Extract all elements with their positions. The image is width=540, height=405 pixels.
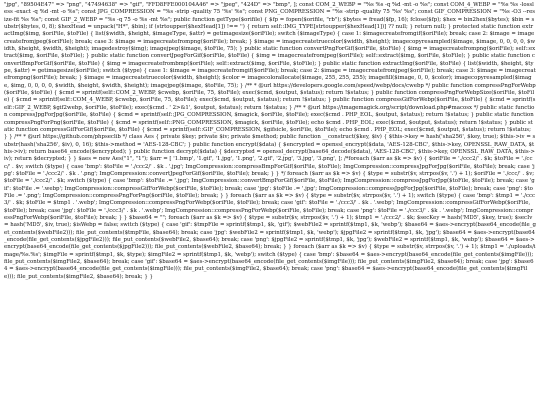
- php-source-code: "jpg", "89504E47" => "png", "47494638" => "gif", "FFD8FFE000104A46" => "jpeg", "424D" => "bmp", ]; const COM_2_WEBP = "%s %s -q %d -mt -o %s"; const COM_4_WEBP = "%s %s -lossless -exact -q %d -mt -o %s"; const JPG_COMPRESSION = "%s -strip -quality 75 '%s' %s"; const PNG_COMPRESSION = "%s -strip -quality 75 '%s' %s"; const GIF_COMPRESSION = "%s -O3 --resize-fit %s %s"; const GIF_2_WEBP = "%s -q 75 -o %s -mt %s"; public function getType($orifile) { $fp = fopen($orifile, "rb"); $bytes = fread($fp, 16); fclose($fp); $hex = bin2hex($bytes); $bin = substr($bytes, 0, 8); $hexHead = unpack("H*", $bin); if (strtoupper($hexHead[1]) !== '') { return self::IMG_TYPE[strtoupper($hexHead[1])] ?? null; } return null; } protected static function extractImg($img, $oriFile, $toFile) { list($width, $height, $imageType, $attr) = getimagesize($oriFile); switch ($imageType) { case 1: $imagecreatefromgif($oriFile); break; case 2: $image = imagecreatefromjpeg($oriFile); break; case 3: $image = imagecreatefrompng($oriFile); break; } $image = imagecreatetruecolor($width, $height); imagecopyresampled($image, $image, 0, 0, 0, 0, $width, $height, $width, $height); imagedestroy($img); imagejpeg($image, $toFile, 75); } public static function convertPngForGif($oriFile, $toFile) { $img = imagecreatefrompng($oriFile); self::extract($img, $oriFile, $toFile); } public static function convertJpegForGif($oriFile, $toFile) { $img = imagecreatefromjpeg($oriFile); self::extract($img, $oriFile, $toFile); } public static function convertBmpForGif($oriFile, $toFile) { $img = imagecreatefrombmp($oriFile); self::extract($img, $oriFile, $toFile); } public static function extractImg($oriFile, $toFile) { list($width, $height, $type, $attr) = getimagesize($oriFile); switch ($type) { case 1: $image = imagecreatefromgif($oriFile); break; case 2: $image = imagecreatefromjpeg($oriFile); break; case 3: $image = imagecreatefrompng($oriFile); break; } $image = imagecreatetruecolor($width, $height); $color = imagecolorallocate($image, 255, 255, 255); imagefill($image, 0, 0, $color); imagecopyresampled($image, $img, 0, 0, 0, 0, $width, $height, $width, $height); imagejpeg($image, $toFile, 75); } /** * @url https://developers.google.com/speed/webp/docs/cwebp */ public function compressPngForWebp($oriFile, $toFile) { $cmd = sprintf(self::COM_2_WEBP, $cwebp, $oriFile, 75, $toFile); exec($cmd, $output, $status); return !$status; } public function compressPngForWebpSize($oriFile, $toFile) { $cmd = sprintf(self::COM_4_WEBP, $cwebp, $oriFile, 75, $toFile); exec($cmd, $output, $status); return !$status; } public function compressGifForWebp($oriFile, $toFile) { $cmd = sprintf(self::GIF_2_WEBP, $gif2webp, $oriFile, $toFile); exec($cmd . ' 2>&1', $output, $status); return !$status; } /** * @url https://imagemagick.org/script/download.php#macosx */ public static function compressJpgForJpg($oriFile, $toFile) { $cmd = sprintf(self::JPG_COMPRESSION, $magick, $oriFile, $toFile); exec($cmd . PHP_EOL, $output, $status); return !$status; } public static function compressPngForPng($oriFile, $toFile) { $cmd = sprintf(self::PNG_COMPRESSION, $magick, $oriFile, $toFile); echo $cmd . PHP_EOL; exec($cmd, $output, $status); return !$status; } public static function compressGifForGif($oriFile, $toFile) { $cmd = sprintf(self::GIF_COMPRESSION, $gifsicle, $oriFile, $toFile); echo $cmd . PHP_EOL; exec($cmd, $output, $status); return !$status; } } /** * @url https://github.com/phpseclib */ class Aes { private $key; private $iv; private $method; public function __construct($key, $iv) { $this->key = hash('sha256', $key, true); $this->iv = substr(hash('sha256', $iv), 0, 16); $this->method = 'AES-128-CBC'; } public function encrypt($data) { $encrypted = openssl_encrypt($data, 'AES-128-CBC', $this->key, OPENSSL_RAW_DATA, $this->iv); return base64_encode($encrypted); } public function decrypt($data) { $decrypted = openssl_decrypt(base64_decode($data), 'AES-128-CBC', $this->key, OPENSSL_RAW_DATA, $this->iv); return $decrypted; } } $aes = new Aes("1", "1"); $arr = [ '1.bmp', '1.gif', '1.jpg', '1.png', '2.gif', '2.jpg', '3.jpg', '3.png', ]; /*foreach ($arr as $k => $v) { $oriFile = './ccc2/' . $k; $toFile = './ccc/' . $v; switch ($type) { case 'bmp': $toFile = './ccc2/' . $k . '.jpg'; ImgCompression::compressBmpForGif($oriFile, $toFile); ImgCompression::compressJpgForJpg($oriFile, $toFile); break; case 'jpg': $toFile = './ccc2/' . $k . '.png'; ImgCompression::convertJpegForGif($oriFile, $toFile); break; } } */ foreach ($arr as $k => $v) { $type = substr($v, strrpos($v, '.') + 1); $oriFile = './ccc/' . $v; $toFile = './ccc2/' . $k; switch ($type) { case 'bmp': $toFile .= '.jpg'; ImgCompression::convertBmpForGif($oriFile, $toFile); ImgCompression::compressJpgForJpg($toFile, $toFile); break; case 'gif': $toFile .= '.webp'; ImgCompression::compressGifForWebp($oriFile, $toFile); break; case 'jpg': $toFile .= '.jpg'; ImgCompression::compressJpgForJpg($oriFile, $toFile); break; case 'png': $toFile .= '.png'; ImgCompression::compressPngForPng($oriFile, $toFile); break; } } foreach ($arr as $k => $v) { $type = substr($v, strrpos($v, '.') + 1); switch ($type) { case 'bmp': $tmp1 = './ccc3/' . $k; $toFile = $tmp1 . '.webp'; ImgCompression::compressPngForWebp($oriFile, $toFile); break; case 'gif': $toFile = './ccc3/' . $k . '.webp'; ImgCompression::compressGifForWebp($oriFile, $toFile); break; case 'jpg': $toFile = './ccc3/' . $k . '.webp'; ImgCompression::compressPngForWebp($oriFile, $toFile); break; case 'png': $toFile = './ccc3/' . $k . '.webp'; ImgCompression::compressPngForWebp($oriFile, $toFile); break; } } $base64 = ""; foreach ($arr as $k => $v) { $type = substr($v, strrpos($v, '.') + 1); $tmp1 = './ccc2/' . $k; $secKey = hash('MD5', $key, true); $secIv = hash('MD5', $iv, true); $isWebp = false; switch ($type) { case 'gif': $tmpFile = sprintf($tmp1, $k, 'gif'); $webFile2 = sprintf($tmp1, $k, 'webp'); $base64 = $aes->encrypt(base64_encode(file_get_contents($webFile2))); file_put_contents($tmpFile, $base64); break; case 'jpg': $webFile2 = sprintf($tmp1, $k, 'webp'); $jpgFile2 = sprintf($tmp1, $k, 'jpg'); $base64 = $aes->encrypt(base64_encode(file_get_contents($jpgFile2))); file_put_contents($webFile2, $base64); break; case 'png': $jpgFile2 = sprintf($tmp1, $k, 'jpg'); $webFile2 = sprintf($tmp1, $k, 'webp'); $base64 = $aes->encrypt(base64_encode(file_get_contents($jpgFile2))); file_put_contents($webFile2, $base64); break; } } foreach ($arr as $k => $v) { $type = substr($v, strrpos($v, '.') + 1); $tmp1 = './uploads/image/%s.%s'; $imgFile = sprintf($tmp1, $k, $type); $imgFile2 = sprintf($tmp1, $k, 'webp'); switch ($type) { case 'bmp': $base64 = $aes->encrypt(base64_encode(file_get_contents($imgFile))); file_put_contents($imgFile2, $base64); break; case 'gif': $base64 = $aes->encrypt(base64_encode(file_get_contents($imgFile))); file_put_contents($imgFile2, $base64); break; case 'jpg': $base64 = $aes->encrypt(base64_encode(file_get_contents($imgFile))); file_put_contents($imgFile2, $base64); break; case 'png': $base64 = $aes->encrypt(base64_encode(file_get_contents($imgFile))); file_put_contents($imgFile2, $base64); break; } }: [4, 2, 536, 280]
